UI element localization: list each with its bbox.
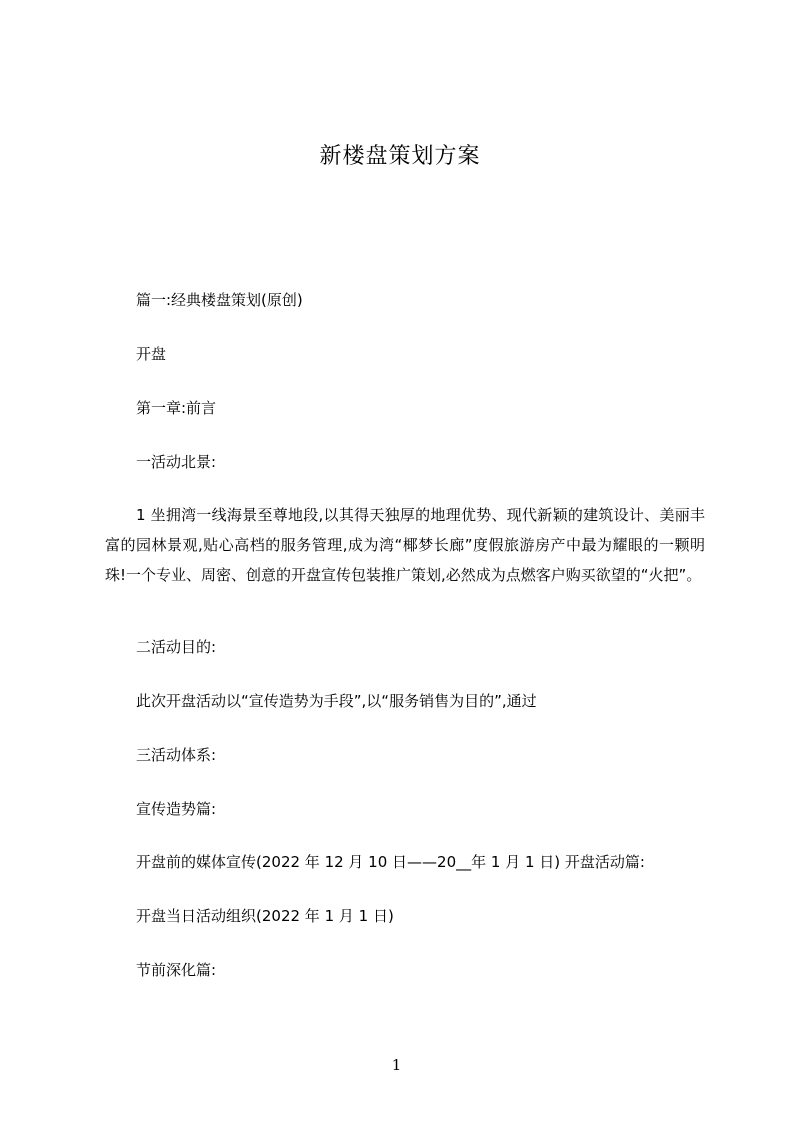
- section-goal-heading: 二活动目的:: [136, 638, 217, 656]
- chapter-heading: 篇一:经典楼盘策划(原创): [136, 291, 303, 309]
- opening-day-line: 开盘当日活动组织(2022 年 1 月 1 日): [136, 907, 394, 925]
- media-campaign-line: 开盘前的媒体宣传(2022 年 12 月 10 日——20__年 1 月 1 日) 开盘活动篇:: [136, 853, 645, 871]
- section-background-heading: 一活动北景:: [136, 453, 217, 471]
- chapter-one-heading: 第一章:前言: [136, 399, 217, 417]
- section-system-heading: 三活动体系:: [136, 746, 217, 764]
- opening-heading: 开盘: [136, 345, 167, 363]
- background-paragraph: 1 坐拥湾一线海景至尊地段,以其得天独厚的地理优势、现代新颖的建筑设计、美丽丰富的园林景观,贴心高档的服务管理,成为湾“椰梦长廊”度假旅游房产中最为耀眼的一颗明珠!一个专业、周密、创意的开盘宣传包装推广策划,必然成为点燃客户购买欲望的“火把”。: [105, 506, 705, 584]
- publicity-heading: 宣传造势篇:: [136, 800, 217, 818]
- page-number: 1: [391, 1056, 402, 1074]
- goal-text: 此次开盘活动以“宣传造势为手段”,以“服务销售为目的”,通过: [136, 692, 537, 710]
- document-title: 新楼盘策划方案: [319, 144, 481, 169]
- deepening-heading: 节前深化篇:: [136, 961, 217, 979]
